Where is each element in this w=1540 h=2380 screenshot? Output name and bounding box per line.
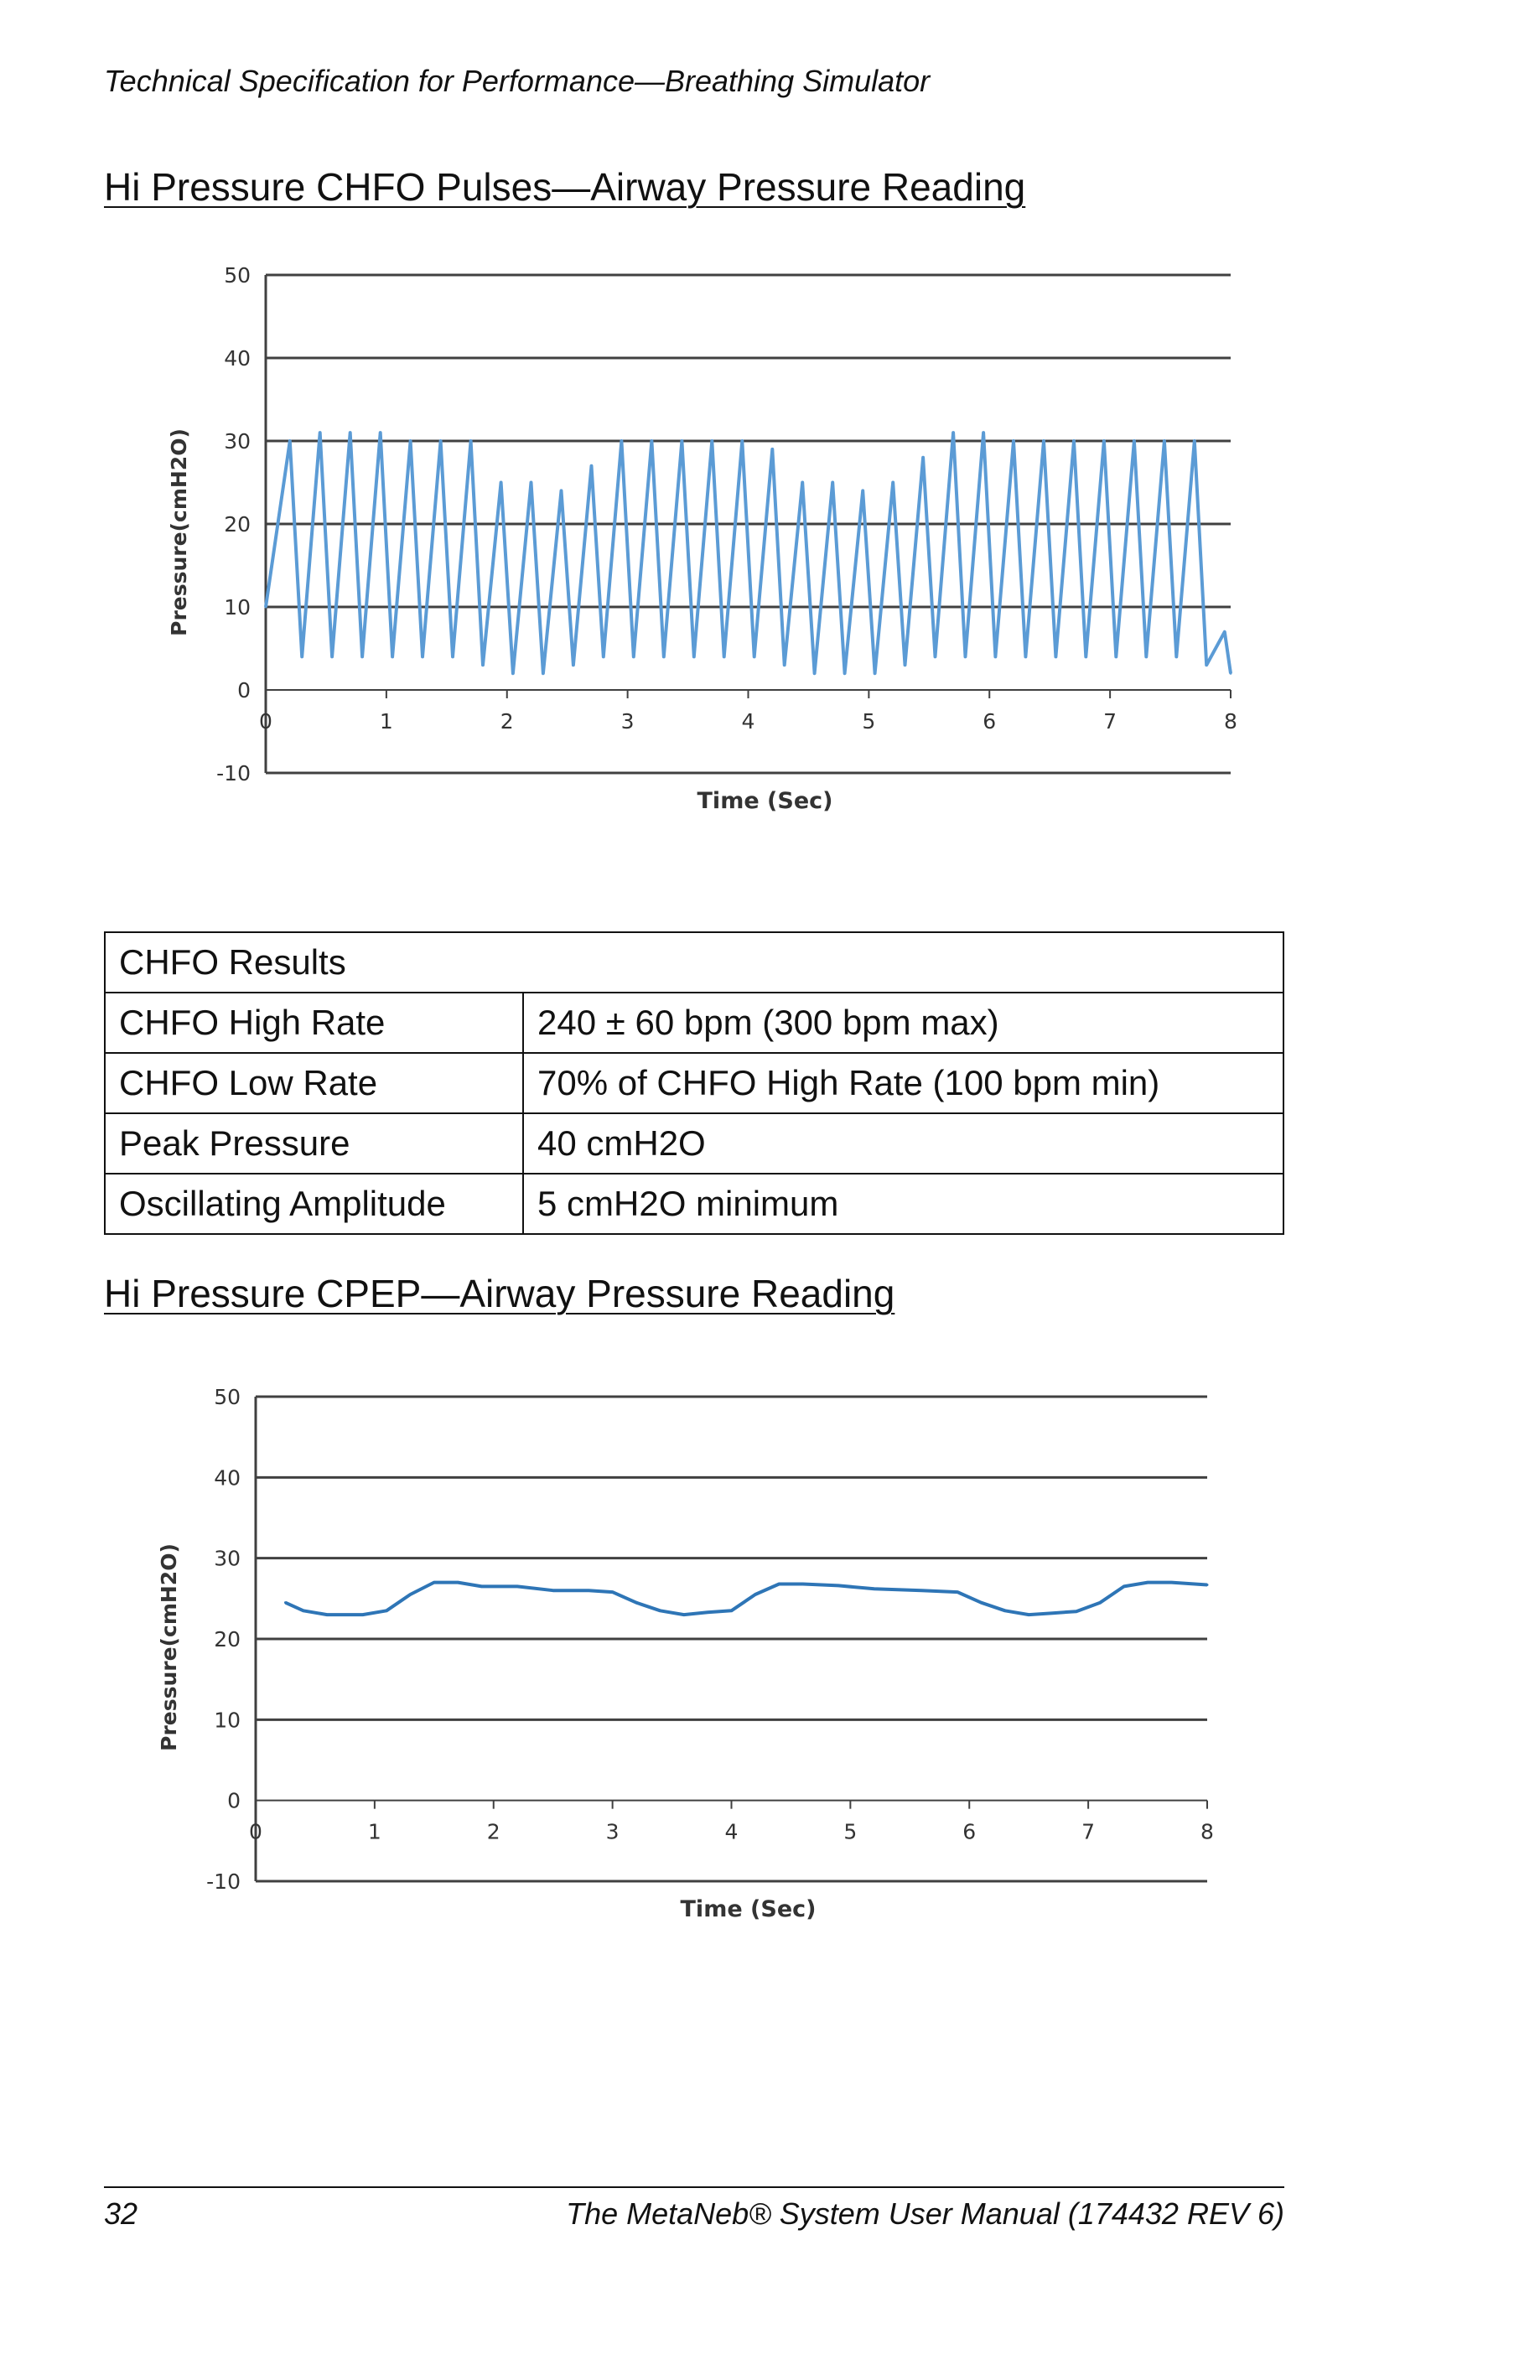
data-point — [771, 448, 774, 450]
data-point — [590, 464, 593, 467]
data-point — [265, 606, 267, 609]
x-tick-label: 4 — [741, 709, 755, 734]
data-point — [1170, 1581, 1173, 1584]
data-point — [1230, 672, 1232, 675]
row-label: Peak Pressure — [105, 1113, 523, 1174]
data-point — [994, 656, 997, 658]
data-point — [511, 672, 514, 675]
chfo-results-table — [104, 931, 1284, 1235]
data-point — [1051, 1612, 1054, 1615]
data-point — [331, 656, 334, 658]
data-point — [1102, 440, 1105, 443]
data-point — [783, 664, 786, 666]
data-point — [469, 440, 472, 443]
table-row — [105, 993, 1283, 1053]
y-tick-label: 10 — [214, 1708, 241, 1733]
data-point — [754, 1594, 756, 1596]
table-header-row — [105, 932, 1283, 993]
data-point — [1133, 440, 1135, 443]
data-point — [301, 656, 303, 658]
data-point — [516, 1585, 519, 1588]
x-tick-label: 8 — [1224, 709, 1237, 734]
data-point — [386, 1610, 388, 1612]
data-point — [904, 664, 906, 666]
data-point — [302, 1610, 304, 1612]
data-point — [934, 656, 936, 658]
data-point — [439, 440, 442, 443]
data-point — [920, 1589, 923, 1592]
data-point — [1013, 440, 1015, 443]
data-point — [801, 481, 804, 484]
data-point — [843, 672, 846, 675]
y-tick-label: 10 — [224, 595, 251, 620]
data-point — [662, 656, 665, 658]
data-point — [892, 481, 894, 484]
cpep-section-title: Hi Pressure CPEP—Airway Pressure Reading — [104, 1272, 895, 1315]
data-point — [1115, 656, 1117, 658]
data-point — [1193, 440, 1195, 443]
x-tick-label: 8 — [1200, 1819, 1214, 1844]
data-point — [1003, 1610, 1006, 1612]
data-point — [1072, 440, 1075, 443]
data-point — [620, 440, 623, 443]
manual-title: The MetaNeb® System User Manual (174432 REV 6) — [566, 2196, 1284, 2231]
data-point — [862, 490, 864, 492]
y-tick-label: -10 — [206, 1869, 241, 1894]
x-tick-label: 5 — [862, 709, 876, 734]
running-header: Technical Specification for Performance—Breathing Simulator — [104, 64, 931, 98]
y-tick-label: 50 — [224, 263, 251, 288]
data-point — [837, 1584, 840, 1587]
x-tick-label: 2 — [500, 709, 514, 734]
data-point — [873, 1588, 875, 1590]
data-point — [651, 440, 653, 443]
data-point — [1206, 664, 1208, 666]
data-point — [813, 672, 816, 675]
data-point — [422, 656, 424, 658]
data-point — [391, 656, 394, 658]
data-point — [1055, 656, 1057, 658]
table-row — [105, 1113, 1283, 1174]
data-point — [1145, 656, 1148, 658]
data-point — [707, 1611, 709, 1614]
data-point — [681, 440, 683, 443]
y-tick-label: 40 — [224, 346, 251, 371]
data-point — [457, 1581, 459, 1584]
y-tick-label: 20 — [224, 512, 251, 537]
data-point — [632, 656, 635, 658]
data-point — [349, 432, 351, 434]
data-point — [952, 432, 955, 434]
data-point — [1175, 656, 1178, 658]
data-point — [481, 664, 484, 666]
data-point — [964, 656, 967, 658]
row-value: 40 cmH2O — [523, 1113, 1283, 1174]
x-tick-label: 7 — [1081, 1819, 1096, 1844]
data-point — [635, 1601, 638, 1604]
table-row — [105, 1174, 1283, 1234]
data-point — [379, 432, 381, 434]
data-point — [409, 1594, 412, 1596]
x-tick-label: 2 — [486, 1819, 500, 1844]
data-point — [552, 1589, 554, 1592]
row-value: 5 cmH2O minimum — [523, 1174, 1283, 1234]
series-line — [266, 433, 1231, 673]
data-point — [530, 481, 532, 484]
x-axis-title: Time (Sec) — [680, 1896, 817, 1922]
y-tick-label: -10 — [216, 761, 251, 786]
x-tick-label: 7 — [1103, 709, 1117, 734]
y-tick-label: 0 — [227, 1788, 241, 1813]
data-point — [560, 490, 563, 492]
data-point — [284, 1601, 287, 1604]
cpep-pressure-chart — [0, 1366, 1341, 1953]
data-point — [692, 656, 695, 658]
chfo-pressure-chart — [0, 243, 1341, 830]
data-point — [659, 1610, 661, 1612]
data-point — [778, 1583, 780, 1585]
data-point — [288, 440, 291, 443]
x-tick-label: 1 — [367, 1819, 381, 1844]
data-point — [730, 1610, 733, 1612]
data-point — [723, 656, 725, 658]
data-point — [832, 481, 834, 484]
series-line — [286, 1583, 1208, 1615]
data-point — [433, 1581, 435, 1584]
data-point — [361, 1614, 364, 1616]
row-value: 70% of CHFO High Rate (100 bpm min) — [523, 1053, 1283, 1113]
data-point — [1075, 1610, 1077, 1613]
y-tick-label: 50 — [214, 1385, 241, 1409]
data-point — [957, 1591, 959, 1594]
data-point — [542, 672, 544, 675]
data-point — [741, 440, 744, 443]
data-point — [1024, 656, 1027, 658]
row-label: CHFO High Rate — [105, 993, 523, 1053]
data-point — [452, 656, 454, 658]
data-point — [602, 656, 604, 658]
data-point — [500, 481, 502, 484]
data-point — [409, 440, 412, 443]
data-point — [588, 1589, 590, 1592]
data-point — [361, 656, 364, 658]
chfo-section-title: Hi Pressure CHFO Pulses—Airway Pressure Reading — [104, 165, 1026, 209]
table-row — [105, 1053, 1283, 1113]
data-point — [326, 1614, 329, 1616]
x-tick-label: 0 — [259, 709, 272, 734]
table-header-cell: CHFO Results — [105, 932, 1283, 993]
data-point — [711, 440, 713, 443]
data-point — [611, 1591, 614, 1594]
data-point — [874, 672, 876, 675]
x-tick-label: 5 — [843, 1819, 858, 1844]
data-point — [1099, 1601, 1102, 1604]
x-tick-label: 6 — [962, 1819, 977, 1844]
data-point — [1028, 1614, 1030, 1616]
data-point — [980, 1601, 983, 1604]
x-tick-label: 0 — [249, 1819, 262, 1844]
data-point — [480, 1585, 483, 1588]
y-tick-label: 30 — [214, 1546, 241, 1571]
y-tick-label: 20 — [214, 1627, 241, 1651]
y-tick-label: 40 — [214, 1465, 241, 1491]
row-label: CHFO Low Rate — [105, 1053, 523, 1113]
footer-divider — [104, 2186, 1284, 2188]
x-tick-label: 1 — [379, 709, 393, 734]
x-tick-label: 3 — [620, 709, 635, 734]
row-label: Oscillating Amplitude — [105, 1174, 523, 1234]
x-tick-label: 6 — [983, 709, 997, 734]
x-axis-title: Time (Sec) — [697, 788, 833, 814]
data-point — [922, 456, 925, 459]
x-tick-label: 3 — [605, 1819, 620, 1844]
page-number: 32 — [104, 2196, 138, 2231]
row-value: 240 ± 60 bpm (300 bpm max) — [523, 993, 1283, 1053]
y-tick-label: 0 — [237, 678, 251, 703]
data-point — [319, 432, 321, 434]
data-point — [801, 1583, 804, 1585]
data-point — [1206, 1584, 1209, 1586]
data-point — [1147, 1581, 1149, 1584]
data-point — [1163, 440, 1165, 443]
data-point — [753, 656, 755, 658]
data-point — [1123, 1585, 1125, 1588]
y-axis-title: Pressure(cmH2O) — [157, 1543, 181, 1751]
data-point — [1085, 656, 1087, 658]
data-point — [1223, 630, 1226, 633]
data-point — [983, 432, 985, 434]
data-point — [572, 664, 574, 666]
data-point — [1042, 440, 1045, 443]
data-point — [682, 1614, 685, 1616]
y-axis-title: Pressure(cmH2O) — [167, 428, 191, 636]
x-tick-label: 4 — [724, 1819, 739, 1844]
y-tick-label: 30 — [224, 429, 251, 454]
